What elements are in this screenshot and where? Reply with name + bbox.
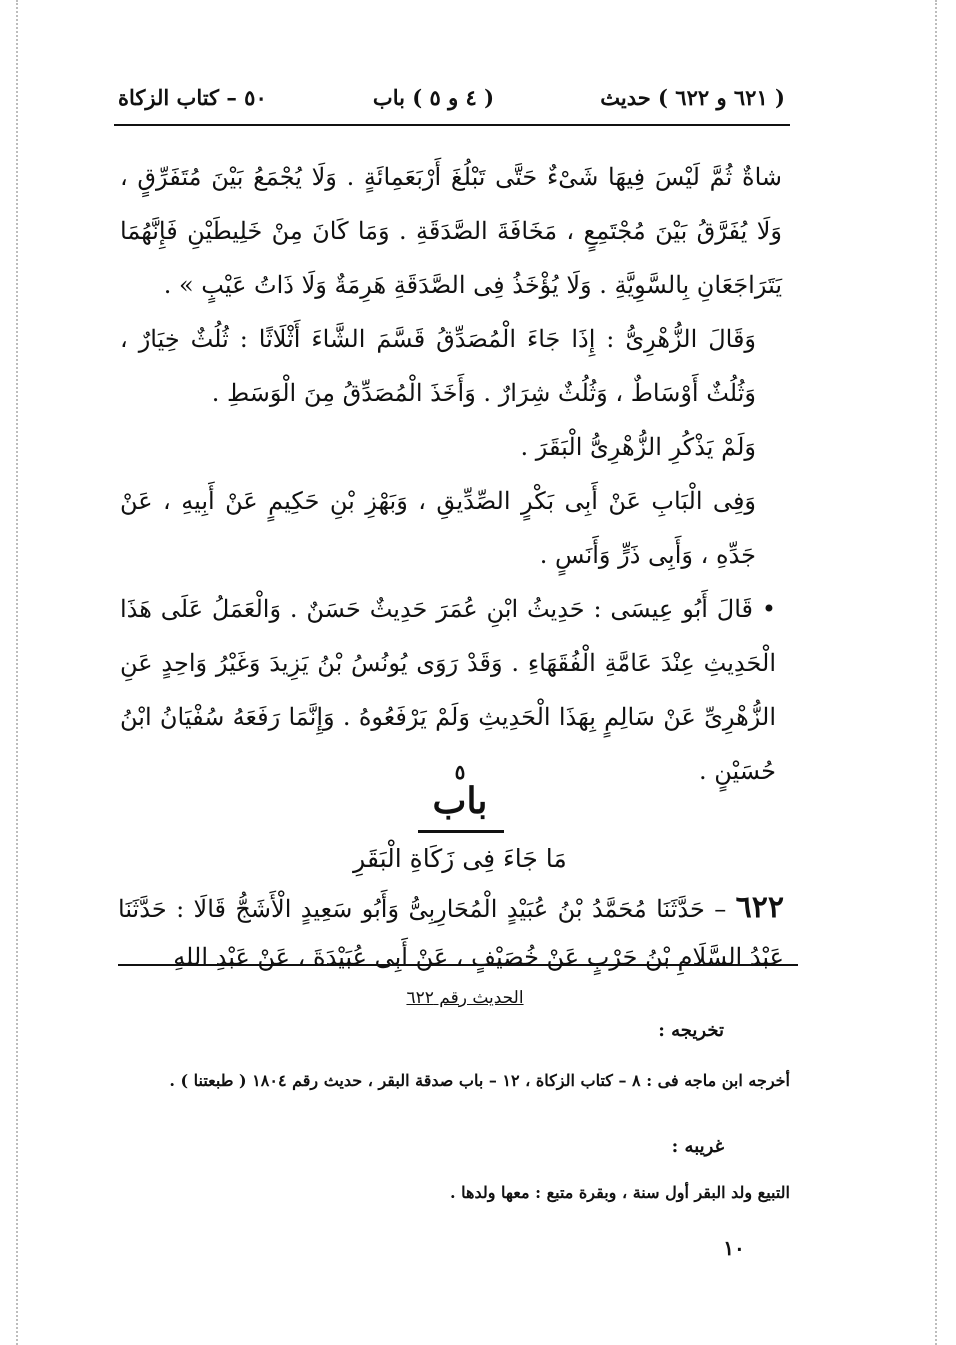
footnote-caption: الحديث رقم ٦٢٢ xyxy=(406,988,524,1008)
footnote-rule xyxy=(118,964,798,966)
right-margin-dots xyxy=(935,0,937,1345)
paragraph-4: وَفِى الْبَابِ عَنْ أَبِى بَكْرٍ الصِّدِّيقِ ، وَبَهْزِ بْنِ حَكِيمٍ عَنْ أَبِيهِ ، عَنْ جَدِّهِ ، وَأَبِى ذَرٍّ وَأَنَسٍ . xyxy=(120,487,757,569)
paragraph-5: • قَالَ أَبُو عِيسَى : حَدِيثُ ابْنِ عُمَرَ حَدِيثٌ حَسَنٌ . وَالْعَمَلُ عَلَى هَذَا الْحَدِيثِ عِنْدَ عَامَّةِ الْفُقَهَاءِ . وَقَدْ رَوَى يُونُسُ بْنُ يَزِيدَ وَغَيْرُ وَاحِدٍ عَنِ الزُّهْرِىِّ عَنْ سَالِمٍ بِهَذَا الْحَدِيثِ وَلَمْ يَرْفَعُوهُ . وَإِنَّمَا رَفَعَهُ سُفْيَانُ ابْنُ حُسَيْنٍ . xyxy=(120,595,776,785)
takhrij-text: أخرجه ابن ماجه فى : ٨ – كتاب الزكاة ، ١٢ – باب صدقة البقر ، حديث رقم ١٨٠٤ ( طبعتنا ) . xyxy=(169,1071,790,1090)
gharib-text: التبيع ولد البقر أول سنة ، وبقرة متبع : معها ولدها . xyxy=(450,1183,790,1202)
running-header xyxy=(118,78,785,116)
section-title: باب xyxy=(432,780,488,822)
takhrij-label: تخريجه : xyxy=(658,1020,724,1041)
section-number: ٥ xyxy=(454,760,466,784)
header-hadith-range: ( ٦٢١ و ٦٢٢ ) حديث xyxy=(600,84,785,110)
paragraph-2: وَقَالَ الزُّهْرِىُّ : إِذَا جَاءَ الْمُصَدِّقُ قَسَّمَ الشَّاءَ أَثْلَاثًا : ثُلُثٌ خِيَارٌ ، وَثُلُثٌ أَوْسَاطٌ ، وَثُلُثٌ شِرَارٌ . وَأَخَذَ الْمُصَدِّقُ مِنَ الْوَسَطِ . xyxy=(120,325,756,407)
page-number: ١٠ xyxy=(723,1236,745,1260)
hadith-622 xyxy=(118,884,784,981)
section-underline xyxy=(418,830,504,833)
hadith-text: – حَدَّثَنَا مُحَمَّدُ بْنُ عُبَيْدٍ الْمُحَارِبِىُّ وَأَبُو سَعِيدٍ الْأَشَجُّ قَالَا : حَدَّثَنَا عَبْدُ السَّلَامِ بْنُ حَرْبٍ عَنْ خُصَيْفٍ ، عَنْ أَبِى عُبَيْدَةَ ، عَنْ عَبْدِ اللهِ xyxy=(118,895,784,971)
main-text-block xyxy=(120,150,782,798)
left-margin-dots xyxy=(16,0,18,1345)
header-book-title: ٥٠ – كتاب الزكاة xyxy=(118,84,267,110)
gharib-label: غريبه : xyxy=(671,1136,724,1157)
paragraph-1: شاةٌ ثُمَّ لَيْسَ فِيهَا شَىْءٌ حَتَّى تَبْلُغَ أَرْبَعَمِائَةٍ . وَلَا يُجْمَعُ بَيْنَ مُتَفَرِّقٍ ، وَلَا يُفَرَّقُ بَيْنَ مُجْتَمِعٍ ، مَخَافَةَ الصَّدَقَةِ . وَمَا كَانَ مِنْ خَلِيطَيْنِ فَإِنَّهُمَا يَتَرَاجَعَانِ بِالسَّوِيَّةِ . وَلَا يُؤْخَذُ فِى الصَّدَقَةِ هَرِمَةٌ وَلَا ذَاتُ عَيْبٍ » . xyxy=(120,163,782,299)
section-subtitle: مَا جَاءَ فِى زَكَاةِ الْبَقَرِ xyxy=(353,844,567,873)
header-chapter: ( ٤ و ٥ ) باب xyxy=(372,84,495,110)
paragraph-3: وَلَمْ يَذْكُرِ الزُّهْرِىُّ الْبَقَرَ . xyxy=(520,433,756,461)
header-rule xyxy=(114,124,790,126)
hadith-number: ٦٢٢ xyxy=(735,890,784,925)
